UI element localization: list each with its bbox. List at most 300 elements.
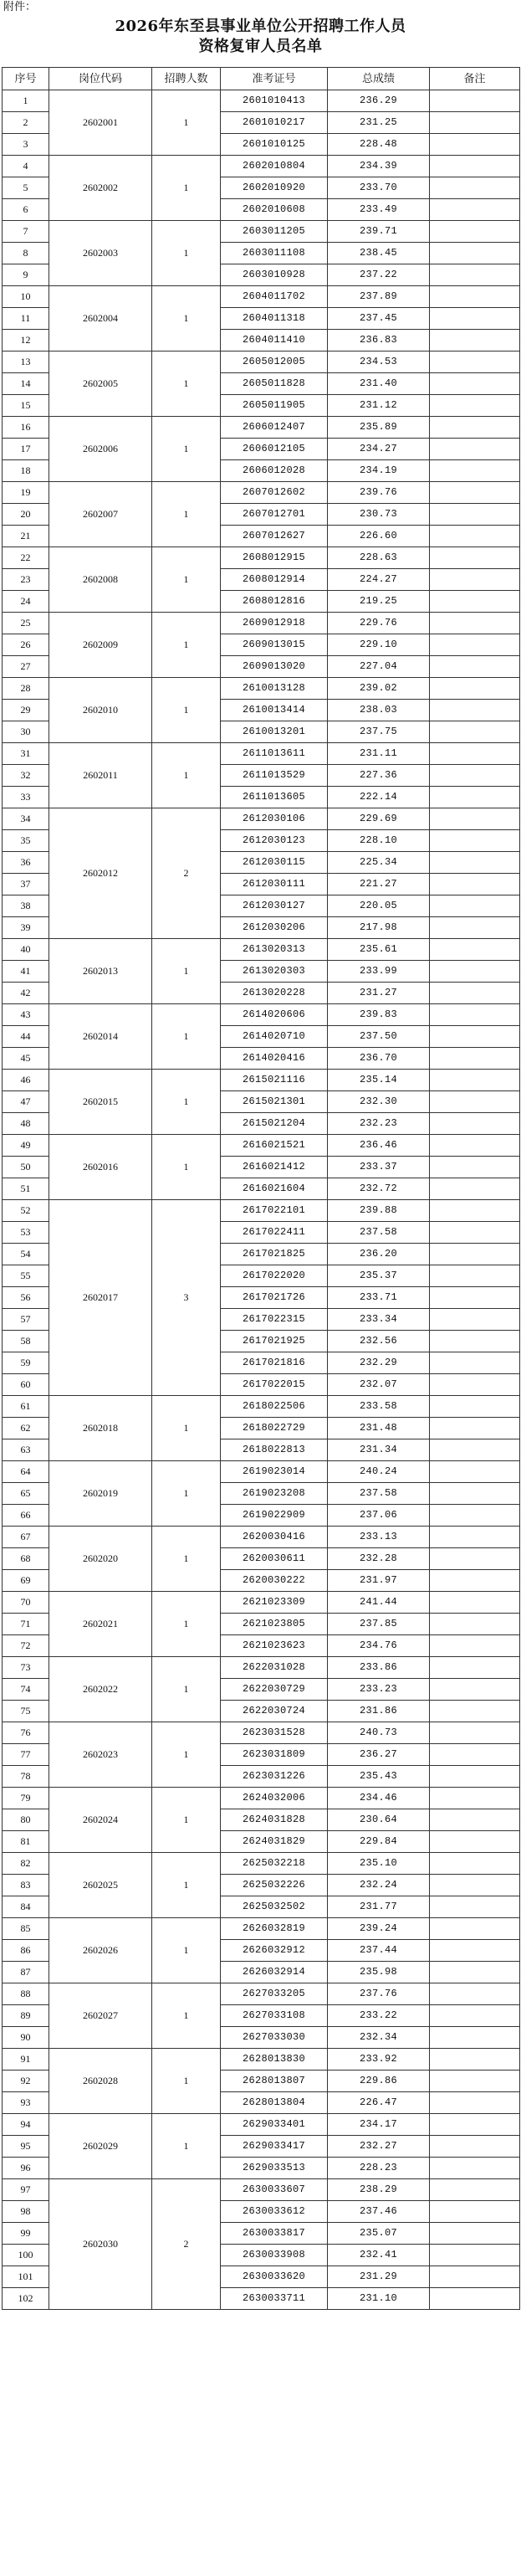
exam-number-cell: 2616021521 [221, 1135, 328, 1157]
remark-cell [430, 1222, 520, 1244]
position-code-cell: 2602012 [49, 808, 152, 939]
total-score-cell: 226.60 [328, 526, 430, 547]
table-row [3, 1722, 520, 1744]
total-score-cell: 231.34 [328, 1439, 430, 1461]
remark-cell [430, 961, 520, 983]
row-index-cell: 28 [3, 678, 49, 700]
total-score-cell: 231.25 [328, 112, 430, 134]
total-score-cell: 229.76 [328, 613, 430, 634]
remark-cell [430, 808, 520, 830]
remark-cell [430, 743, 520, 765]
total-score-cell: 231.11 [328, 743, 430, 765]
exam-number-cell: 2606012105 [221, 439, 328, 460]
total-score-cell: 232.56 [328, 1331, 430, 1352]
row-index-cell: 33 [3, 787, 49, 808]
row-index-cell: 20 [3, 504, 49, 526]
row-index-cell: 62 [3, 1418, 49, 1439]
remark-cell [430, 2114, 520, 2136]
remark-cell [430, 460, 520, 482]
exam-number-cell: 2619023014 [221, 1461, 328, 1483]
position-code-cell: 2602005 [49, 352, 152, 417]
table-row [3, 1461, 520, 1483]
remark-cell [430, 1070, 520, 1091]
row-index-cell: 66 [3, 1505, 49, 1527]
exam-number-cell: 2623031226 [221, 1766, 328, 1788]
row-index-cell: 23 [3, 569, 49, 591]
row-index-cell: 101 [3, 2266, 49, 2288]
row-index-cell: 83 [3, 1875, 49, 1896]
row-index-cell: 13 [3, 352, 49, 373]
row-index-cell: 44 [3, 1026, 49, 1048]
row-index-cell: 24 [3, 591, 49, 613]
exam-number-cell: 2601010413 [221, 90, 328, 112]
remark-cell [430, 1505, 520, 1527]
position-code-cell: 2602026 [49, 1918, 152, 1983]
total-score-cell: 225.34 [328, 852, 430, 874]
total-score-cell: 237.75 [328, 721, 430, 743]
remark-cell [430, 482, 520, 504]
total-score-cell: 236.83 [328, 330, 430, 352]
remark-cell [430, 852, 520, 874]
remark-cell [430, 2158, 520, 2179]
remark-cell [430, 373, 520, 395]
row-index-cell: 21 [3, 526, 49, 547]
exam-number-cell: 2618022813 [221, 1439, 328, 1461]
exam-number-cell: 2628013830 [221, 2049, 328, 2071]
row-index-cell: 57 [3, 1309, 49, 1331]
header-position-code: 岗位代码 [49, 68, 152, 90]
exam-number-cell: 2615021116 [221, 1070, 328, 1091]
table-row [3, 156, 520, 177]
position-code-cell: 2602015 [49, 1070, 152, 1135]
remark-cell [430, 1178, 520, 1200]
total-score-cell: 228.10 [328, 830, 430, 852]
quota-cell: 1 [152, 1135, 221, 1200]
remark-cell [430, 2005, 520, 2027]
remark-cell [430, 1461, 520, 1483]
remark-cell [430, 1983, 520, 2005]
total-score-cell: 234.17 [328, 2114, 430, 2136]
exam-number-cell: 2605012005 [221, 352, 328, 373]
total-score-cell: 232.29 [328, 1352, 430, 1374]
exam-number-cell: 2630033817 [221, 2223, 328, 2245]
exam-number-cell: 2612030206 [221, 917, 328, 939]
exam-number-cell: 2623031809 [221, 1744, 328, 1766]
total-score-cell: 231.48 [328, 1418, 430, 1439]
position-code-cell: 2602022 [49, 1657, 152, 1722]
remark-cell [430, 1896, 520, 1918]
row-index-cell: 56 [3, 1287, 49, 1309]
row-index-cell: 74 [3, 1679, 49, 1701]
table-row [3, 286, 520, 308]
table-row [3, 1135, 520, 1157]
remark-cell [430, 569, 520, 591]
total-score-cell: 234.27 [328, 439, 430, 460]
remark-cell [430, 1831, 520, 1853]
exam-number-cell: 2606012028 [221, 460, 328, 482]
exam-number-cell: 2604011410 [221, 330, 328, 352]
total-score-cell: 233.99 [328, 961, 430, 983]
remark-cell [430, 917, 520, 939]
total-score-cell: 234.39 [328, 156, 430, 177]
row-index-cell: 85 [3, 1918, 49, 1940]
table-row [3, 1657, 520, 1679]
row-index-cell: 98 [3, 2201, 49, 2223]
total-score-cell: 235.10 [328, 1853, 430, 1875]
remark-cell [430, 1635, 520, 1657]
row-index-cell: 67 [3, 1527, 49, 1548]
exam-number-cell: 2614020710 [221, 1026, 328, 1048]
remark-cell [430, 1766, 520, 1788]
exam-number-cell: 2605011905 [221, 395, 328, 417]
exam-number-cell: 2619023208 [221, 1483, 328, 1505]
total-score-cell: 235.98 [328, 1962, 430, 1983]
remark-cell [430, 2201, 520, 2223]
exam-number-cell: 2607012701 [221, 504, 328, 526]
exam-number-cell: 2614020606 [221, 1004, 328, 1026]
total-score-cell: 237.44 [328, 1940, 430, 1962]
row-index-cell: 39 [3, 917, 49, 939]
total-score-cell: 233.23 [328, 1679, 430, 1701]
table-row [3, 2049, 520, 2071]
position-code-cell: 2602028 [49, 2049, 152, 2114]
total-score-cell: 230.73 [328, 504, 430, 526]
quota-cell: 1 [152, 221, 221, 286]
quota-cell: 1 [152, 2049, 221, 2114]
exam-number-cell: 2617021825 [221, 1244, 328, 1265]
header-remark: 备注 [430, 68, 520, 90]
total-score-cell: 236.70 [328, 1048, 430, 1070]
total-score-cell: 229.10 [328, 634, 430, 656]
remark-cell [430, 199, 520, 221]
exam-number-cell: 2619022909 [221, 1505, 328, 1527]
remark-cell [430, 1614, 520, 1635]
total-score-cell: 235.43 [328, 1766, 430, 1788]
position-code-cell: 2602001 [49, 90, 152, 156]
total-score-cell: 222.14 [328, 787, 430, 808]
quota-cell: 1 [152, 482, 221, 547]
exam-number-cell: 2617022411 [221, 1222, 328, 1244]
remark-cell [430, 2049, 520, 2071]
table-row [3, 2114, 520, 2136]
total-score-cell: 227.36 [328, 765, 430, 787]
exam-number-cell: 2630033607 [221, 2179, 328, 2201]
remark-cell [430, 895, 520, 917]
total-score-cell: 237.06 [328, 1505, 430, 1527]
remark-cell [430, 286, 520, 308]
remark-cell [430, 1527, 520, 1548]
page-title: 2026年东至县事业单位公开招聘工作人员 [115, 18, 406, 35]
candidate-table [2, 67, 520, 2310]
total-score-cell: 232.23 [328, 1113, 430, 1135]
remark-cell [430, 939, 520, 961]
exam-number-cell: 2618022506 [221, 1396, 328, 1418]
exam-number-cell: 2608012915 [221, 547, 328, 569]
row-index-cell: 64 [3, 1461, 49, 1483]
remark-cell [430, 395, 520, 417]
quota-cell: 1 [152, 939, 221, 1004]
row-index-cell: 41 [3, 961, 49, 983]
remark-cell [430, 678, 520, 700]
exam-number-cell: 2617022020 [221, 1265, 328, 1287]
total-score-cell: 231.40 [328, 373, 430, 395]
exam-number-cell: 2609013020 [221, 656, 328, 678]
table-row [3, 90, 520, 112]
exam-number-cell: 2607012627 [221, 526, 328, 547]
remark-cell [430, 2288, 520, 2310]
row-index-cell: 5 [3, 177, 49, 199]
total-score-cell: 236.46 [328, 1135, 430, 1157]
position-code-cell: 2602004 [49, 286, 152, 352]
quota-cell: 2 [152, 2179, 221, 2310]
remark-cell [430, 1374, 520, 1396]
total-score-cell: 230.64 [328, 1809, 430, 1831]
exam-number-cell: 2622031028 [221, 1657, 328, 1679]
exam-number-cell: 2611013605 [221, 787, 328, 808]
total-score-cell: 235.61 [328, 939, 430, 961]
row-index-cell: 97 [3, 2179, 49, 2201]
total-score-cell: 228.48 [328, 134, 430, 156]
quota-cell: 1 [152, 1853, 221, 1918]
remark-cell [430, 264, 520, 286]
row-index-cell: 99 [3, 2223, 49, 2245]
position-code-cell: 2602027 [49, 1983, 152, 2049]
exam-number-cell: 2628013807 [221, 2071, 328, 2092]
exam-number-cell: 2601010217 [221, 112, 328, 134]
total-score-cell: 241.44 [328, 1592, 430, 1614]
total-score-cell: 217.98 [328, 917, 430, 939]
total-score-cell: 231.27 [328, 983, 430, 1004]
exam-number-cell: 2627033108 [221, 2005, 328, 2027]
row-index-cell: 59 [3, 1352, 49, 1374]
quota-cell: 3 [152, 1200, 221, 1396]
quota-cell: 1 [152, 352, 221, 417]
row-index-cell: 77 [3, 1744, 49, 1766]
remark-cell [430, 787, 520, 808]
remark-cell [430, 765, 520, 787]
exam-number-cell: 2602010804 [221, 156, 328, 177]
table-row [3, 678, 520, 700]
exam-number-cell: 2608012914 [221, 569, 328, 591]
remark-cell [430, 1331, 520, 1352]
row-index-cell: 2 [3, 112, 49, 134]
quota-cell: 1 [152, 1004, 221, 1070]
row-index-cell: 81 [3, 1831, 49, 1853]
exam-number-cell: 2606012407 [221, 417, 328, 439]
exam-number-cell: 2604011702 [221, 286, 328, 308]
exam-number-cell: 2611013529 [221, 765, 328, 787]
remark-cell [430, 721, 520, 743]
row-index-cell: 1 [3, 90, 49, 112]
table-row [3, 1527, 520, 1548]
table-row [3, 743, 520, 765]
exam-number-cell: 2603011205 [221, 221, 328, 243]
row-index-cell: 43 [3, 1004, 49, 1026]
remark-cell [430, 1722, 520, 1744]
exam-number-cell: 2610013414 [221, 700, 328, 721]
row-index-cell: 75 [3, 1701, 49, 1722]
total-score-cell: 233.58 [328, 1396, 430, 1418]
quota-cell: 1 [152, 90, 221, 156]
remark-cell [430, 1701, 520, 1722]
remark-cell [430, 439, 520, 460]
exam-number-cell: 2617021816 [221, 1352, 328, 1374]
position-code-cell: 2602010 [49, 678, 152, 743]
header-total-score: 总成绩 [328, 68, 430, 90]
table-row [3, 1788, 520, 1809]
exam-number-cell: 2605011828 [221, 373, 328, 395]
position-code-cell: 2602017 [49, 1200, 152, 1396]
exam-number-cell: 2629033513 [221, 2158, 328, 2179]
remark-cell [430, 983, 520, 1004]
total-score-cell: 233.92 [328, 2049, 430, 2071]
exam-number-cell: 2603010928 [221, 264, 328, 286]
exam-number-cell: 2621023805 [221, 1614, 328, 1635]
remark-cell [430, 1657, 520, 1679]
exam-number-cell: 2614020416 [221, 1048, 328, 1070]
row-index-cell: 100 [3, 2245, 49, 2266]
remark-cell [430, 2027, 520, 2049]
row-index-cell: 35 [3, 830, 49, 852]
total-score-cell: 234.46 [328, 1788, 430, 1809]
table-header-row [3, 68, 520, 90]
row-index-cell: 50 [3, 1157, 49, 1178]
row-index-cell: 54 [3, 1244, 49, 1265]
table-row [3, 939, 520, 961]
total-score-cell: 237.76 [328, 1983, 430, 2005]
total-score-cell: 237.46 [328, 2201, 430, 2223]
exam-number-cell: 2610013201 [221, 721, 328, 743]
total-score-cell: 233.22 [328, 2005, 430, 2027]
remark-cell [430, 134, 520, 156]
exam-number-cell: 2616021412 [221, 1157, 328, 1178]
remark-cell [430, 1962, 520, 1983]
row-index-cell: 63 [3, 1439, 49, 1461]
quota-cell: 2 [152, 808, 221, 939]
remark-cell [430, 1918, 520, 1940]
row-index-cell: 31 [3, 743, 49, 765]
total-score-cell: 235.89 [328, 417, 430, 439]
header-exam-number: 准考证号 [221, 68, 328, 90]
exam-number-cell: 2621023309 [221, 1592, 328, 1614]
remark-cell [430, 221, 520, 243]
remark-cell [430, 1287, 520, 1309]
total-score-cell: 233.13 [328, 1527, 430, 1548]
remark-cell [430, 1091, 520, 1113]
exam-number-cell: 2616021604 [221, 1178, 328, 1200]
remark-cell [430, 1244, 520, 1265]
position-code-cell: 2602016 [49, 1135, 152, 1200]
total-score-cell: 234.76 [328, 1635, 430, 1657]
total-score-cell: 239.71 [328, 221, 430, 243]
remark-cell [430, 1026, 520, 1048]
exam-number-cell: 2617022101 [221, 1200, 328, 1222]
remark-cell [430, 1853, 520, 1875]
remark-cell [430, 1135, 520, 1157]
total-score-cell: 232.34 [328, 2027, 430, 2049]
total-score-cell: 232.24 [328, 1875, 430, 1896]
remark-cell [430, 613, 520, 634]
remark-cell [430, 2266, 520, 2288]
row-index-cell: 26 [3, 634, 49, 656]
exam-number-cell: 2613020303 [221, 961, 328, 983]
total-score-cell: 235.14 [328, 1070, 430, 1091]
total-score-cell: 237.45 [328, 308, 430, 330]
exam-number-cell: 2626032819 [221, 1918, 328, 1940]
row-index-cell: 46 [3, 1070, 49, 1091]
row-index-cell: 78 [3, 1766, 49, 1788]
total-score-cell: 233.86 [328, 1657, 430, 1679]
quota-cell: 1 [152, 743, 221, 808]
row-index-cell: 68 [3, 1548, 49, 1570]
remark-cell [430, 874, 520, 895]
position-code-cell: 2602011 [49, 743, 152, 808]
quota-cell: 1 [152, 547, 221, 613]
remark-cell [430, 1592, 520, 1614]
remark-cell [430, 1679, 520, 1701]
remark-cell [430, 1940, 520, 1962]
remark-cell [430, 1157, 520, 1178]
exam-number-cell: 2625032226 [221, 1875, 328, 1896]
row-index-cell: 52 [3, 1200, 49, 1222]
row-index-cell: 73 [3, 1657, 49, 1679]
total-score-cell: 233.34 [328, 1309, 430, 1331]
table-row [3, 613, 520, 634]
remark-cell [430, 1309, 520, 1331]
row-index-cell: 79 [3, 1788, 49, 1809]
exam-number-cell: 2612030123 [221, 830, 328, 852]
total-score-cell: 237.85 [328, 1614, 430, 1635]
table-row [3, 1070, 520, 1091]
quota-cell: 1 [152, 678, 221, 743]
row-index-cell: 47 [3, 1091, 49, 1113]
total-score-cell: 228.63 [328, 547, 430, 569]
exam-number-cell: 2602010920 [221, 177, 328, 199]
exam-number-cell: 2624032006 [221, 1788, 328, 1809]
exam-number-cell: 2615021301 [221, 1091, 328, 1113]
total-score-cell: 227.04 [328, 656, 430, 678]
row-index-cell: 22 [3, 547, 49, 569]
exam-number-cell: 2620030416 [221, 1527, 328, 1548]
exam-number-cell: 2624031829 [221, 1831, 328, 1853]
quota-cell: 1 [152, 613, 221, 678]
header-quota: 招聘人数 [152, 68, 221, 90]
remark-cell [430, 504, 520, 526]
row-index-cell: 82 [3, 1853, 49, 1875]
row-index-cell: 30 [3, 721, 49, 743]
exam-number-cell: 2609012918 [221, 613, 328, 634]
remark-cell [430, 90, 520, 112]
total-score-cell: 233.49 [328, 199, 430, 221]
total-score-cell: 234.19 [328, 460, 430, 482]
row-index-cell: 42 [3, 983, 49, 1004]
total-score-cell: 229.84 [328, 1831, 430, 1853]
total-score-cell: 232.28 [328, 1548, 430, 1570]
total-score-cell: 231.86 [328, 1701, 430, 1722]
exam-number-cell: 2611013611 [221, 743, 328, 765]
exam-number-cell: 2621023623 [221, 1635, 328, 1657]
exam-number-cell: 2622030724 [221, 1701, 328, 1722]
position-code-cell: 2602009 [49, 613, 152, 678]
quota-cell: 1 [152, 1396, 221, 1461]
quota-cell: 1 [152, 1592, 221, 1657]
exam-number-cell: 2610013128 [221, 678, 328, 700]
total-score-cell: 235.37 [328, 1265, 430, 1287]
exam-number-cell: 2612030111 [221, 874, 328, 895]
exam-number-cell: 2604011318 [221, 308, 328, 330]
total-score-cell: 240.24 [328, 1461, 430, 1483]
exam-number-cell: 2628013804 [221, 2092, 328, 2114]
